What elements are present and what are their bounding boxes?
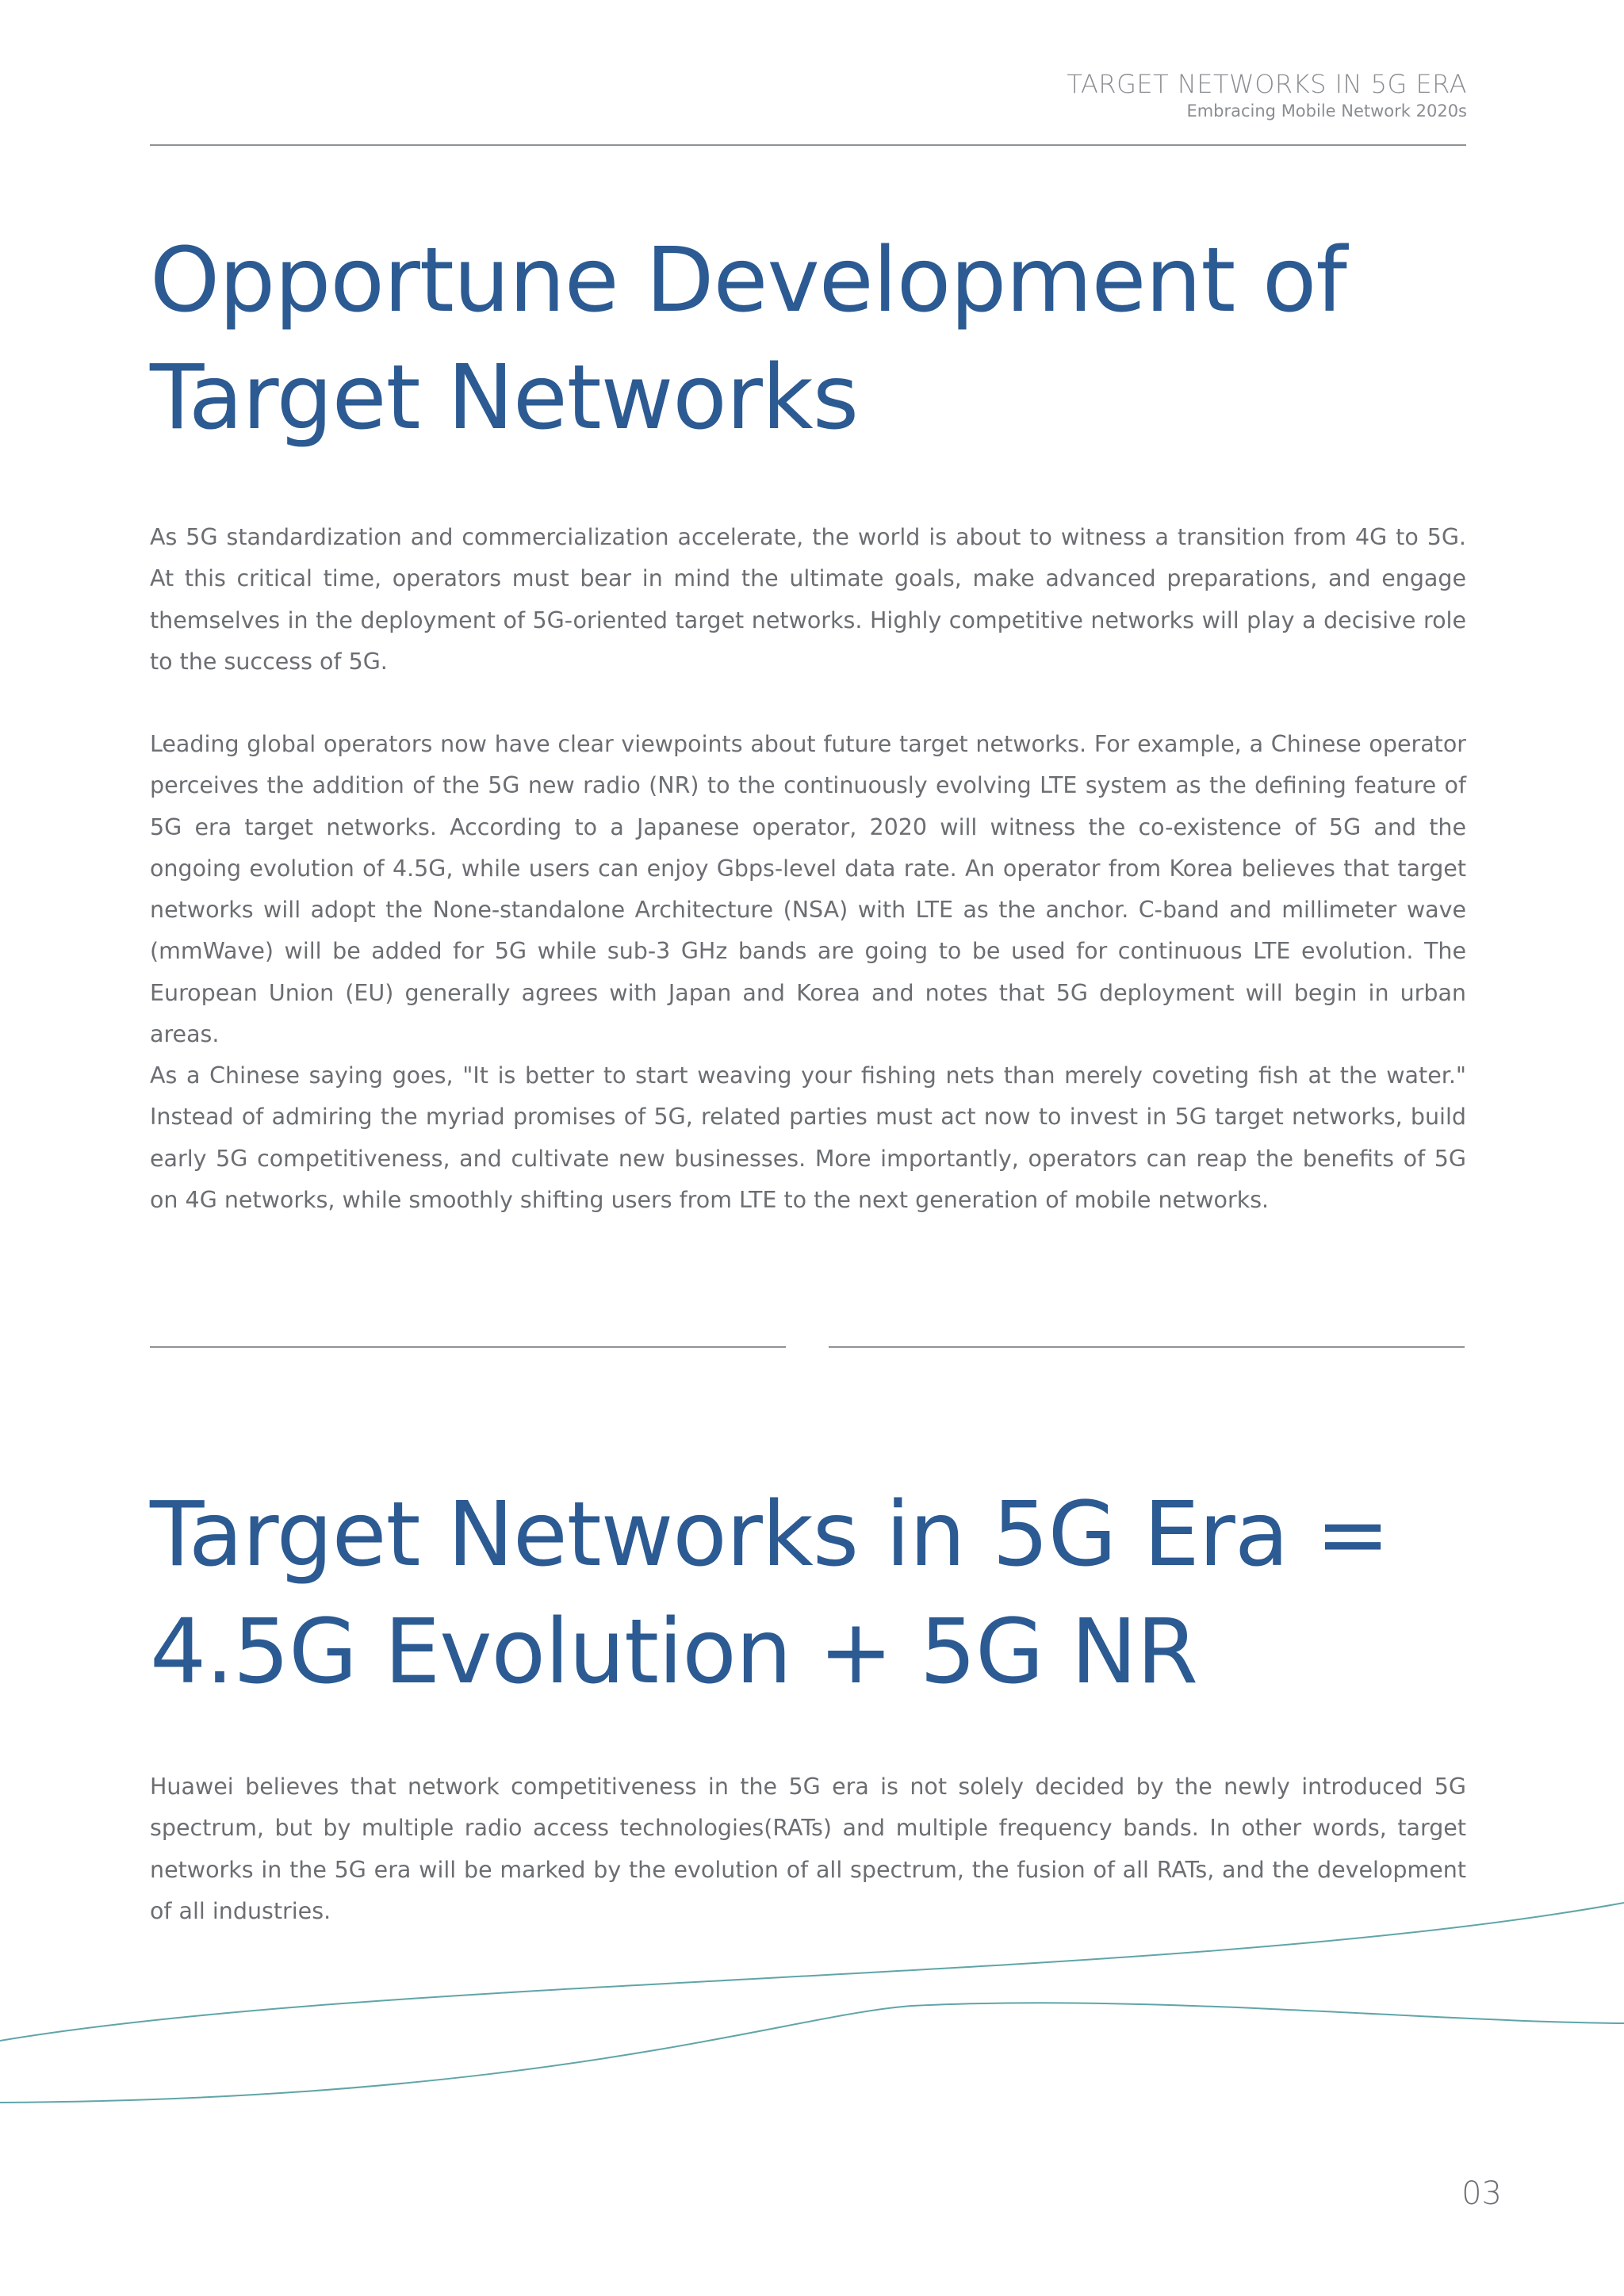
header-divider <box>150 144 1466 146</box>
heading-line: Opportune Development of <box>150 229 1346 332</box>
body-paragraph: As a Chinese saying goes, "It is better to start weaving your fishing nets than merely coveting fish at the water." Instead of admiring the myriad promises of 5G, related parties must act now to invest in 5G target networks, build early 5G competitiveness, and cultivate new businesses. More importantly, operators can reap the benefits of 5G on 4G networks, while smoothly shifting users from LTE to the next generation of mobile networks. <box>150 1062 1466 1213</box>
section-heading-target-networks-5g-era <box>150 1476 1498 1711</box>
header-subtitle: Embracing Mobile Network 2020s <box>1186 101 1467 121</box>
running-header <box>1067 68 1467 122</box>
heading-line: Target Networks <box>150 346 859 450</box>
section-heading-opportune-development <box>150 222 1498 457</box>
body-paragraph: Leading global operators now have clear viewpoints about future target networks. For example, a Chinese operator perceives the addition of the 5G new radio (NR) to the continuously evolving LTE system as the defining feature of 5G era target networks. According to a Japanese operator, 2020 will witness the co-existence of 5G and the ongoing evolution of 4.5G, while users can enjoy Gbps-level data rate. An operator from Korea believes that target networks will adopt the None-standalone Architecture (NSA) with LTE as the anchor. C-band and millimeter wave (mmWave) will be added for 5G while sub-3 GHz bands are going to be used for continuous LTE evolution. The European Union (EU) generally agrees with Japan and Korea and notes that 5G deployment will begin in urban areas. <box>150 731 1466 1048</box>
wave-line-descending <box>0 2003 1624 2103</box>
heading-line: 4.5G Evolution + 5G NR <box>150 1601 1198 1704</box>
heading-line: Target Networks in 5G Era = <box>150 1483 1389 1586</box>
wave-line-ascending <box>0 1903 1624 2041</box>
header-title: TARGET NETWORKS IN 5G ERA <box>1067 69 1467 99</box>
body-paragraph: As 5G standardization and commercialization accelerate, the world is about to witness a transition from 4G to 5G. At this critical time, operators must bear in mind the ultimate goals, make advanced preparations, and engage themselves in the deployment of 5G-oriented target networks. Highly competitive networks will play a decisive role to the success of 5G. <box>150 524 1466 675</box>
body-paragraph: Huawei believes that network competitiveness in the 5G era is not solely decided by the newly introduced 5G spectrum, but by multiple radio access technologies(RATs) and multiple frequency bands. In other words, target networks in the 5G era will be marked by the evolution of all spectrum, the fusion of all RATs, and the development of all industries. <box>150 1774 1466 1924</box>
page-number: 03 <box>1461 2175 1502 2212</box>
section-divider-left <box>150 1346 786 1348</box>
section-divider-right <box>829 1346 1465 1348</box>
decorative-wave-lines <box>0 1887 1624 2125</box>
